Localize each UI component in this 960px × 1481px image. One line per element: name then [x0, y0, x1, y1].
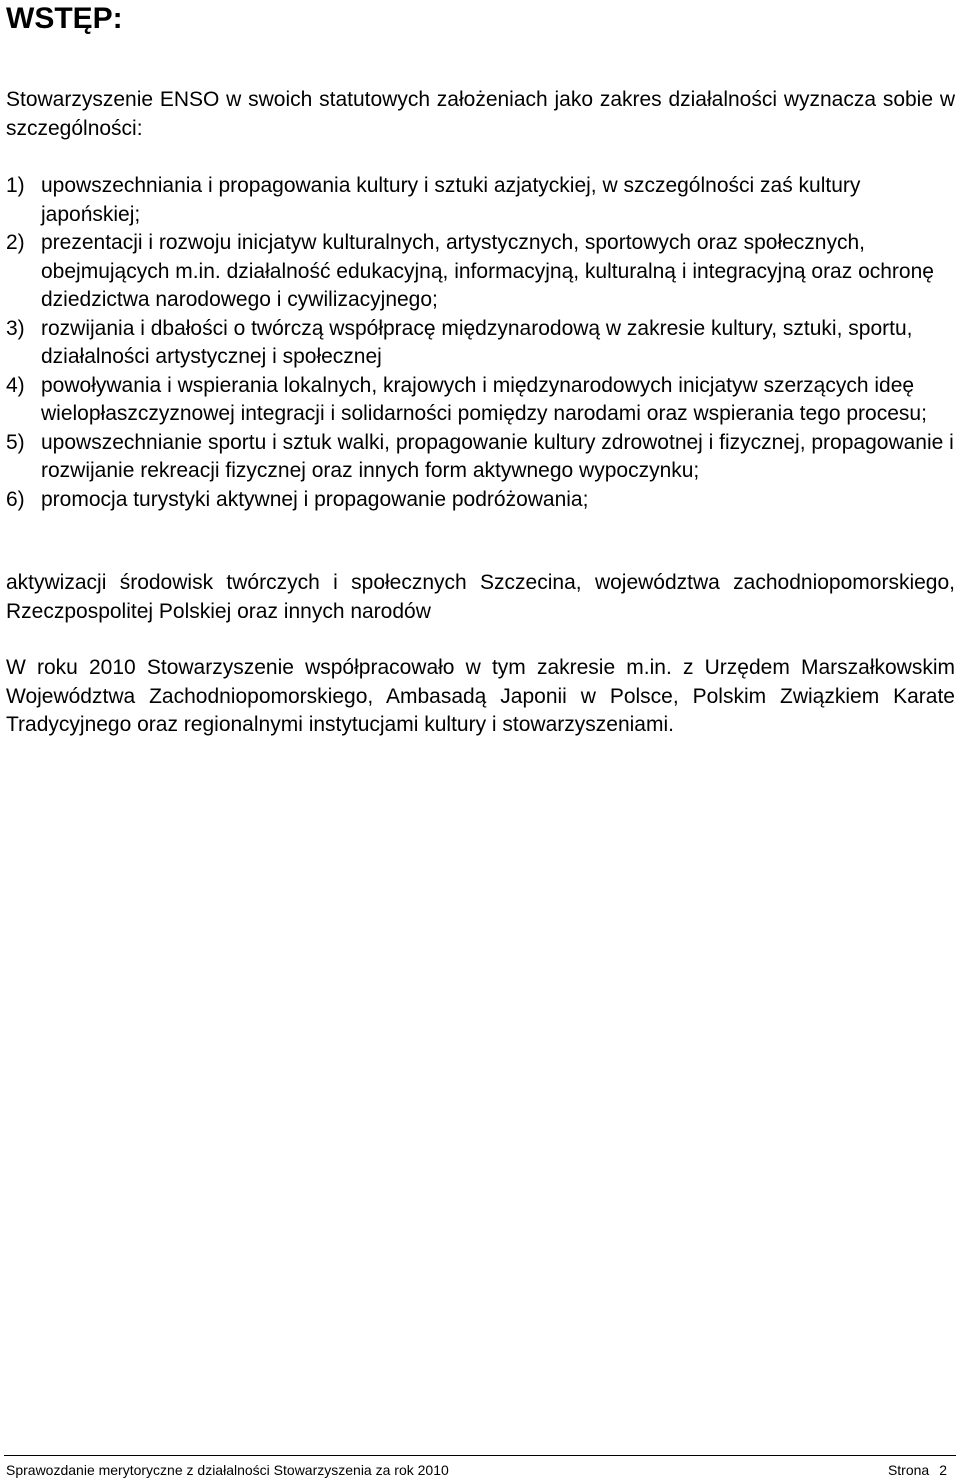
goals-list	[6, 172, 955, 514]
list-item-number: 1)	[6, 174, 25, 197]
list-item	[6, 486, 955, 515]
intro-paragraph: Stowarzyszenie ENSO w swoich statutowych założeniach jako zakres działalności wyznacza sobie w szczególności:	[6, 88, 955, 140]
footer-divider	[4, 1455, 956, 1456]
footer-page-label: Strona	[887, 1462, 930, 1478]
list-item-text: powoływania i wspierania lokalnych, krajowych i międzynarodowych inicjatyw szerzących ideę wielopłaszczyznowej integracji i solidarności pomiędzy narodami oraz wspierania tego procesu;	[41, 373, 927, 425]
list-item-text: rozwijania i dbałości o twórczą współpracę międzynarodową w zakresie kultury, sztuki, sportu, działalności artystycznej i społecznej	[41, 316, 913, 368]
footer-document-title: Sprawozdanie merytoryczne z działalności Stowarzyszenia za rok 2010	[6, 1462, 449, 1478]
page-footer	[6, 1460, 947, 1480]
list-item-text: upowszechnianie sportu i sztuk walki, propagowanie kultury zdrowotnej i fizycznej, propagowanie i rozwijanie rekreacji fizycznej oraz innych form aktywnego wypoczynku;	[41, 430, 954, 482]
closing-paragraph: aktywizacji środowisk twórczych i społecznych Szczecina, województwa zachodniopomorskiego, Rzeczpospolitej Polskiej oraz innych narodów	[6, 571, 955, 623]
list-item	[6, 229, 955, 315]
list-item-number: 4)	[6, 373, 25, 397]
list-item-text: prezentacji i rozwoju inicjatyw kulturalnych, artystycznych, sportowych oraz społecznych, obejmujących m.in. działalność edukacyjną, informacyjną, kulturalną i integracyjną oraz ochronę dziedzictwa narodowego i cywilizacyjnego;	[41, 231, 934, 311]
cooperation-paragraph: W roku 2010 Stowarzyszenie współpracowało w tym zakresie m.in. z Urzędem Marszałkowskim Województwa Zachodniopomorskiego, Ambasadą Japonii w Polsce, Polskim Związkiem Karate Tradycyjnego oraz regionalnymi instytucjami kultury i stowarzyszeniami.	[6, 656, 955, 736]
list-item-number: 6)	[6, 487, 25, 511]
list-item-text: promocja turystyki aktywnej i propagowanie podróżowania;	[41, 487, 589, 511]
footer-page-number: 2	[939, 1462, 947, 1478]
list-item	[6, 429, 955, 486]
list-item	[6, 372, 955, 429]
page-heading: WSTĘP:	[6, 2, 123, 35]
list-item-text: upowszechniania i propagowania kultury i sztuki azjatyckiej, w szczególności zaś kultury japońskiej;	[41, 174, 861, 226]
list-item-number: 5)	[6, 430, 25, 454]
list-item	[6, 172, 955, 229]
list-item	[6, 315, 955, 372]
footer-page-indicator	[888, 1460, 947, 1480]
list-item-number: 3)	[6, 316, 25, 340]
list-item-number: 2)	[6, 231, 25, 254]
